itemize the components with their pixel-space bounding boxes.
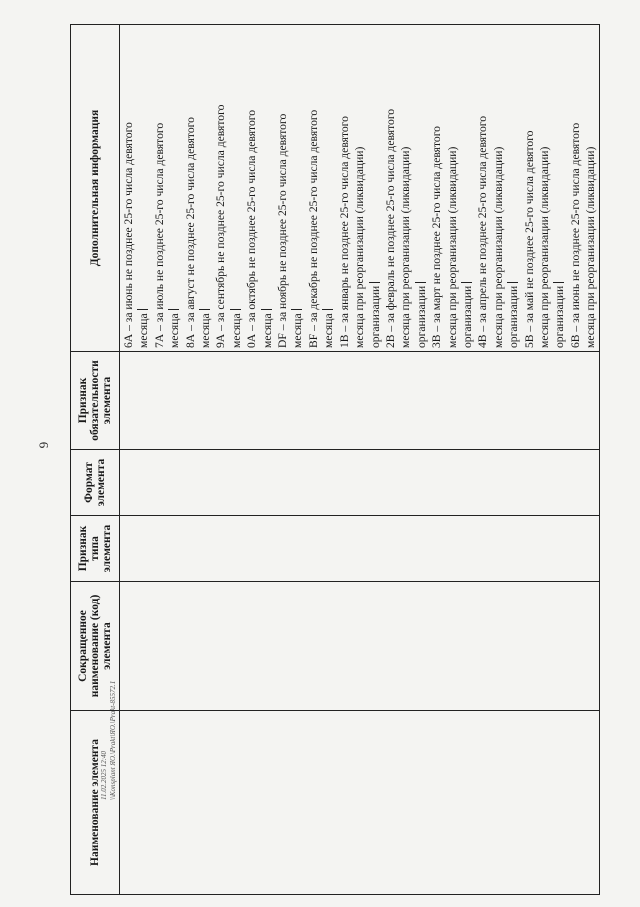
header-element-type: Признак типа элемента [71, 516, 120, 582]
info-line: организации [552, 25, 567, 348]
text-cursor-mark [322, 309, 333, 310]
text-cursor-mark [137, 309, 148, 310]
info-line: 7А – за июль не позднее 25-го числа девятого [152, 122, 166, 348]
cell-element-required [120, 352, 600, 450]
header-short-name: Сокращенное наименование (код) элемента [71, 582, 120, 711]
info-line: 5В – за май не позднее 25-го числа девятого [522, 130, 536, 348]
info-line: месяца при реорганизации (ликвидации) [491, 146, 505, 348]
text-cursor-mark [415, 282, 426, 283]
info-line: DF – за ноябрь не позднее 25-го числа девятого [276, 113, 290, 348]
info-line: организации [506, 25, 521, 348]
info-line: организации [460, 25, 475, 348]
text-cursor-mark [461, 282, 472, 283]
elements-table [70, 24, 600, 895]
info-line: месяца [290, 25, 305, 348]
table-header-row [71, 25, 120, 895]
cell-element-name [120, 711, 600, 895]
info-line: месяца [321, 25, 336, 348]
cell-element-format [120, 450, 600, 516]
info-line: месяца при реорганизации (ликвидации) [584, 146, 598, 348]
header-element-format: Формат элемента [71, 450, 120, 516]
info-line: месяца [229, 25, 244, 348]
info-line: месяца [167, 25, 182, 348]
table-row [120, 25, 600, 895]
info-line: месяца [260, 25, 275, 348]
text-cursor-mark [261, 309, 272, 310]
header-additional-info: Дополнительная информация [71, 25, 120, 352]
info-line: организации [414, 25, 429, 348]
info-line: месяца при реорганизации (ликвидации) [353, 146, 367, 348]
info-lines [121, 25, 599, 348]
info-line: 8А – за август не позднее 25-го числа девятого [183, 117, 197, 348]
rotated-table-wrapper [70, 25, 598, 895]
info-line: 3В – за март не позднее 25-го числа девятого [430, 126, 444, 348]
info-line: месяца при реорганизации (ликвидации) [399, 146, 413, 348]
text-cursor-mark [168, 309, 179, 310]
info-line: 6А – за июнь не позднее 25-го числа девятого [122, 122, 135, 348]
footer-line-1: 11.02.2025 12:40 [100, 750, 108, 800]
footer-line-2: \\Konsplant ЯО.\Prakt\ЯО.\Prakt-85572.1 [109, 680, 117, 800]
header-element-required: Признак обязательности элемента [71, 352, 120, 450]
info-line: 9А – за сентябрь не позднее 25-го числа девятого [214, 104, 228, 348]
info-line: месяца [198, 25, 213, 348]
header-element-name: Наименование элемента [71, 711, 120, 895]
text-cursor-mark [199, 309, 210, 310]
info-line: 6В – за июнь не позднее 25-го числа девятого [568, 122, 582, 348]
text-cursor-mark [553, 282, 564, 283]
info-line: 4В – за апрель не позднее 25-го числа девятого [476, 115, 490, 348]
info-line: 2В – за февраль не позднее 25-го числа девятого [383, 108, 397, 348]
cell-additional-info [120, 25, 600, 352]
text-cursor-mark [291, 309, 302, 310]
text-cursor-mark [507, 282, 518, 283]
text-cursor-mark [230, 309, 241, 310]
info-line: месяца при реорганизации (ликвидации) [445, 146, 459, 348]
info-line: 1В – за январь не позднее 25-го числа девятого [337, 116, 351, 348]
text-cursor-mark [369, 282, 380, 283]
info-line: организации [368, 25, 383, 348]
info-line: 0А – за октябрь не позднее 25-го числа девятого [245, 109, 259, 348]
info-line: месяца при реорганизации (ликвидации) [537, 146, 551, 348]
info-line: месяца [136, 25, 151, 348]
cell-element-type [120, 516, 600, 582]
cell-short-name [120, 582, 600, 711]
page-number: 6 [36, 441, 52, 449]
info-line: BF – за декабрь не позднее 25-го числа девятого [306, 109, 320, 348]
